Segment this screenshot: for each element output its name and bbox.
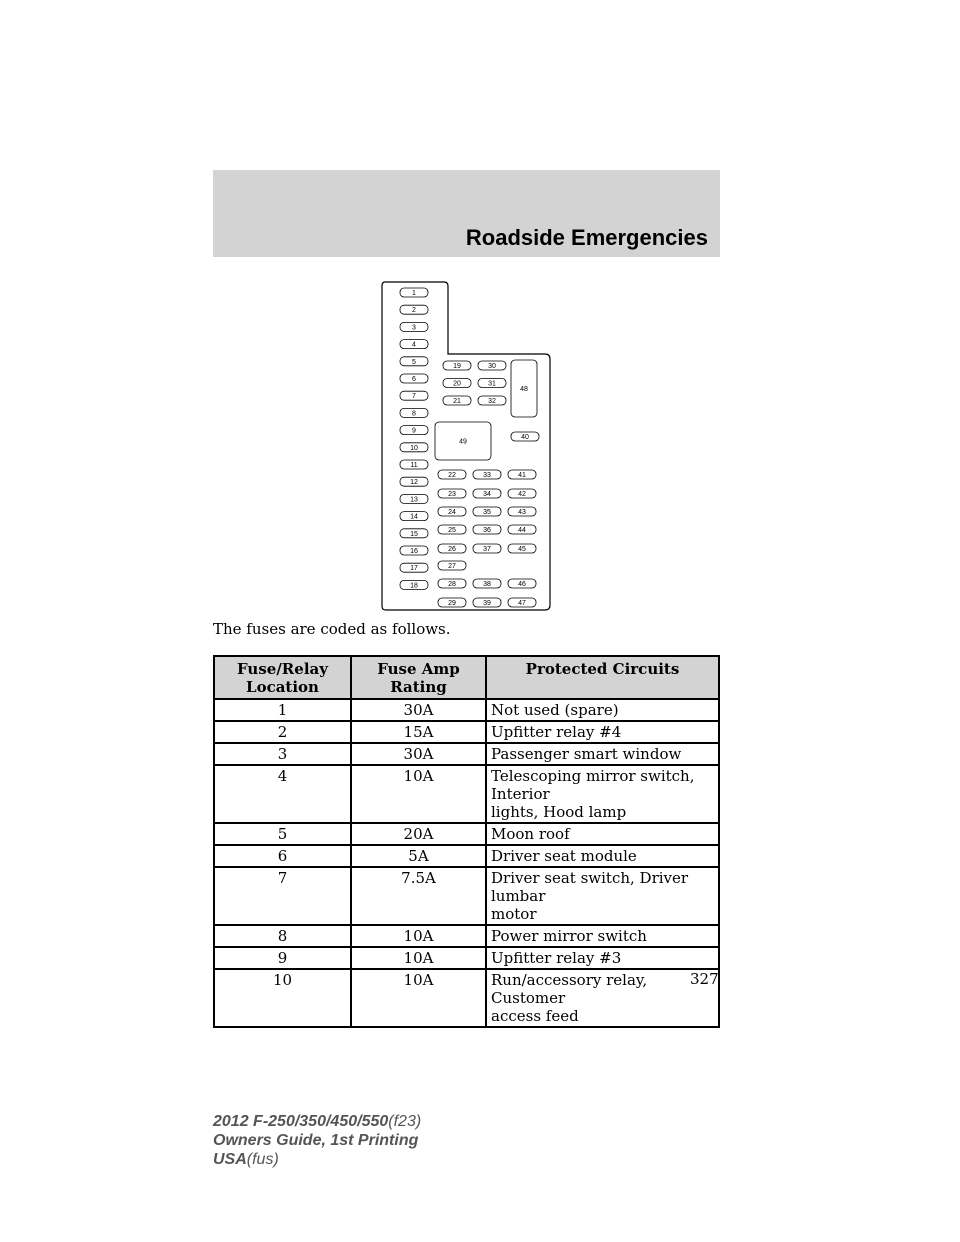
header-rating: Fuse Amp Rating xyxy=(351,656,486,699)
circuit-line: access feed xyxy=(491,1007,579,1025)
footer-guide: Owners Guide, 1st Printing xyxy=(213,1132,419,1149)
cell-circuits xyxy=(486,823,719,845)
circuit-line: Power mirror switch xyxy=(491,927,647,945)
fuse-label: 48 xyxy=(520,386,528,393)
fuse-label: 18 xyxy=(410,582,418,590)
cell-circuits xyxy=(486,969,719,1027)
fuse-label: 34 xyxy=(483,491,491,498)
cell-circuits xyxy=(486,721,719,743)
fuse-label: 5 xyxy=(412,358,416,366)
fuse-label: 42 xyxy=(518,491,526,498)
cell-rating: 10A xyxy=(351,925,486,947)
fuse-label: 12 xyxy=(410,479,418,487)
cell-location: 1 xyxy=(214,699,351,721)
circuit-line: lights, Hood lamp xyxy=(491,803,627,821)
fuse-panel-diagram xyxy=(380,280,552,612)
fuse-label: 36 xyxy=(483,527,491,534)
fuse-label: 10 xyxy=(410,444,418,452)
cell-rating: 10A xyxy=(351,947,486,969)
fuse-label: 1 xyxy=(412,290,416,297)
cell-rating: 30A xyxy=(351,699,486,721)
fuse-label: 40 xyxy=(521,434,529,441)
fuse-label: 35 xyxy=(483,509,491,516)
fuse-label: 29 xyxy=(448,600,456,607)
footer xyxy=(213,1112,421,1169)
cell-location: 8 xyxy=(214,925,351,947)
fuse-label: 33 xyxy=(483,472,491,479)
circuit-line: Run/accessory relay, Customer xyxy=(491,971,648,1007)
cell-location: 2 xyxy=(214,721,351,743)
fuse-label: 31 xyxy=(488,380,496,388)
section-header xyxy=(213,170,720,257)
fuse-label: 7 xyxy=(412,393,416,401)
cell-circuits xyxy=(486,765,719,823)
cell-location: 9 xyxy=(214,947,351,969)
fuse-label: 46 xyxy=(518,581,526,588)
circuit-line: Telescoping mirror switch, Interior xyxy=(491,767,695,803)
cell-location: 3 xyxy=(214,743,351,765)
fuse-label: 38 xyxy=(483,581,491,588)
fuse-label: 15 xyxy=(410,530,418,538)
table-row xyxy=(214,867,719,925)
cell-location: 5 xyxy=(214,823,351,845)
fuse-label: 16 xyxy=(410,548,418,555)
fuse-label: 9 xyxy=(412,427,416,435)
table-row xyxy=(214,969,719,1027)
fuse-label: 13 xyxy=(410,496,418,504)
fuse-label: 25 xyxy=(448,527,456,534)
fuse-label: 30 xyxy=(488,363,496,370)
fuse-label: 23 xyxy=(448,491,456,498)
table-row xyxy=(214,823,719,845)
fuse-table xyxy=(213,655,720,1028)
cell-circuits xyxy=(486,925,719,947)
circuit-line: motor xyxy=(491,905,537,923)
table-row xyxy=(214,699,719,721)
fuse-label: 28 xyxy=(448,581,456,588)
footer-model: 2012 F-250/350/450/550 xyxy=(213,1113,389,1130)
fuse-label: 17 xyxy=(410,565,418,573)
fuse-label: 26 xyxy=(448,546,456,553)
table-row xyxy=(214,925,719,947)
fuse-label: 8 xyxy=(412,410,416,418)
cell-rating: 5A xyxy=(351,845,486,867)
circuit-line: Upfitter relay #3 xyxy=(491,949,622,967)
cell-circuits xyxy=(486,699,719,721)
cell-circuits xyxy=(486,845,719,867)
fuse-label: 6 xyxy=(412,376,416,383)
circuit-line: Moon roof xyxy=(491,825,570,843)
fuse-label: 24 xyxy=(448,509,456,516)
fuse-label: 37 xyxy=(483,546,491,553)
fuse-label: 20 xyxy=(453,380,461,388)
table-row xyxy=(214,947,719,969)
cell-circuits xyxy=(486,947,719,969)
cell-circuits xyxy=(486,743,719,765)
fuse-label: 3 xyxy=(412,324,416,332)
table-row xyxy=(214,721,719,743)
fuse-label: 22 xyxy=(448,472,456,479)
cell-rating: 10A xyxy=(351,765,486,823)
footer-model-code: (f23) xyxy=(388,1113,422,1130)
fuse-label: 49 xyxy=(459,438,467,446)
fuse-label: 11 xyxy=(410,462,418,469)
fuse-label: 2 xyxy=(412,307,416,315)
cell-rating: 30A xyxy=(351,743,486,765)
table-row xyxy=(214,765,719,823)
fuse-label: 14 xyxy=(410,513,418,521)
fuse-label: 41 xyxy=(518,472,526,479)
cell-rating: 7.5A xyxy=(351,867,486,925)
cell-location: 10 xyxy=(214,969,351,1027)
circuit-line: Upfitter relay #4 xyxy=(491,723,622,741)
footer-market: USA xyxy=(213,1151,247,1168)
cell-circuits xyxy=(486,867,719,925)
cell-rating: 15A xyxy=(351,721,486,743)
footer-market-code: (fus) xyxy=(246,1151,279,1168)
circuit-line: Driver seat switch, Driver lumbar xyxy=(491,869,689,905)
fuse-label: 19 xyxy=(453,363,461,370)
cell-location: 7 xyxy=(214,867,351,925)
cell-rating: 20A xyxy=(351,823,486,845)
fuse-label: 4 xyxy=(412,341,416,349)
table-header-row xyxy=(214,656,719,699)
cell-rating: 10A xyxy=(351,969,486,1027)
header-location: Fuse/Relay Location xyxy=(214,656,351,699)
circuit-line: Driver seat module xyxy=(491,847,637,865)
fuse-label: 44 xyxy=(518,527,526,534)
fuse-label: 32 xyxy=(488,398,496,405)
fuse-label: 47 xyxy=(518,600,526,607)
fuse-label: 27 xyxy=(448,563,456,570)
cell-location: 4 xyxy=(214,765,351,823)
page-number: 327 xyxy=(690,970,719,988)
fuse-label: 45 xyxy=(518,546,526,553)
table-row xyxy=(214,845,719,867)
fuse-label: 21 xyxy=(453,398,461,405)
circuit-line: Not used (spare) xyxy=(491,701,619,719)
intro-text: The fuses are coded as follows. xyxy=(213,620,451,638)
header-circuits: Protected Circuits xyxy=(486,656,719,699)
table-row xyxy=(214,743,719,765)
circuit-line: Passenger smart window xyxy=(491,745,682,763)
cell-location: 6 xyxy=(214,845,351,867)
fuse-label: 39 xyxy=(483,600,491,607)
fuse-label: 43 xyxy=(518,509,526,516)
section-title: Roadside Emergencies xyxy=(465,225,708,250)
